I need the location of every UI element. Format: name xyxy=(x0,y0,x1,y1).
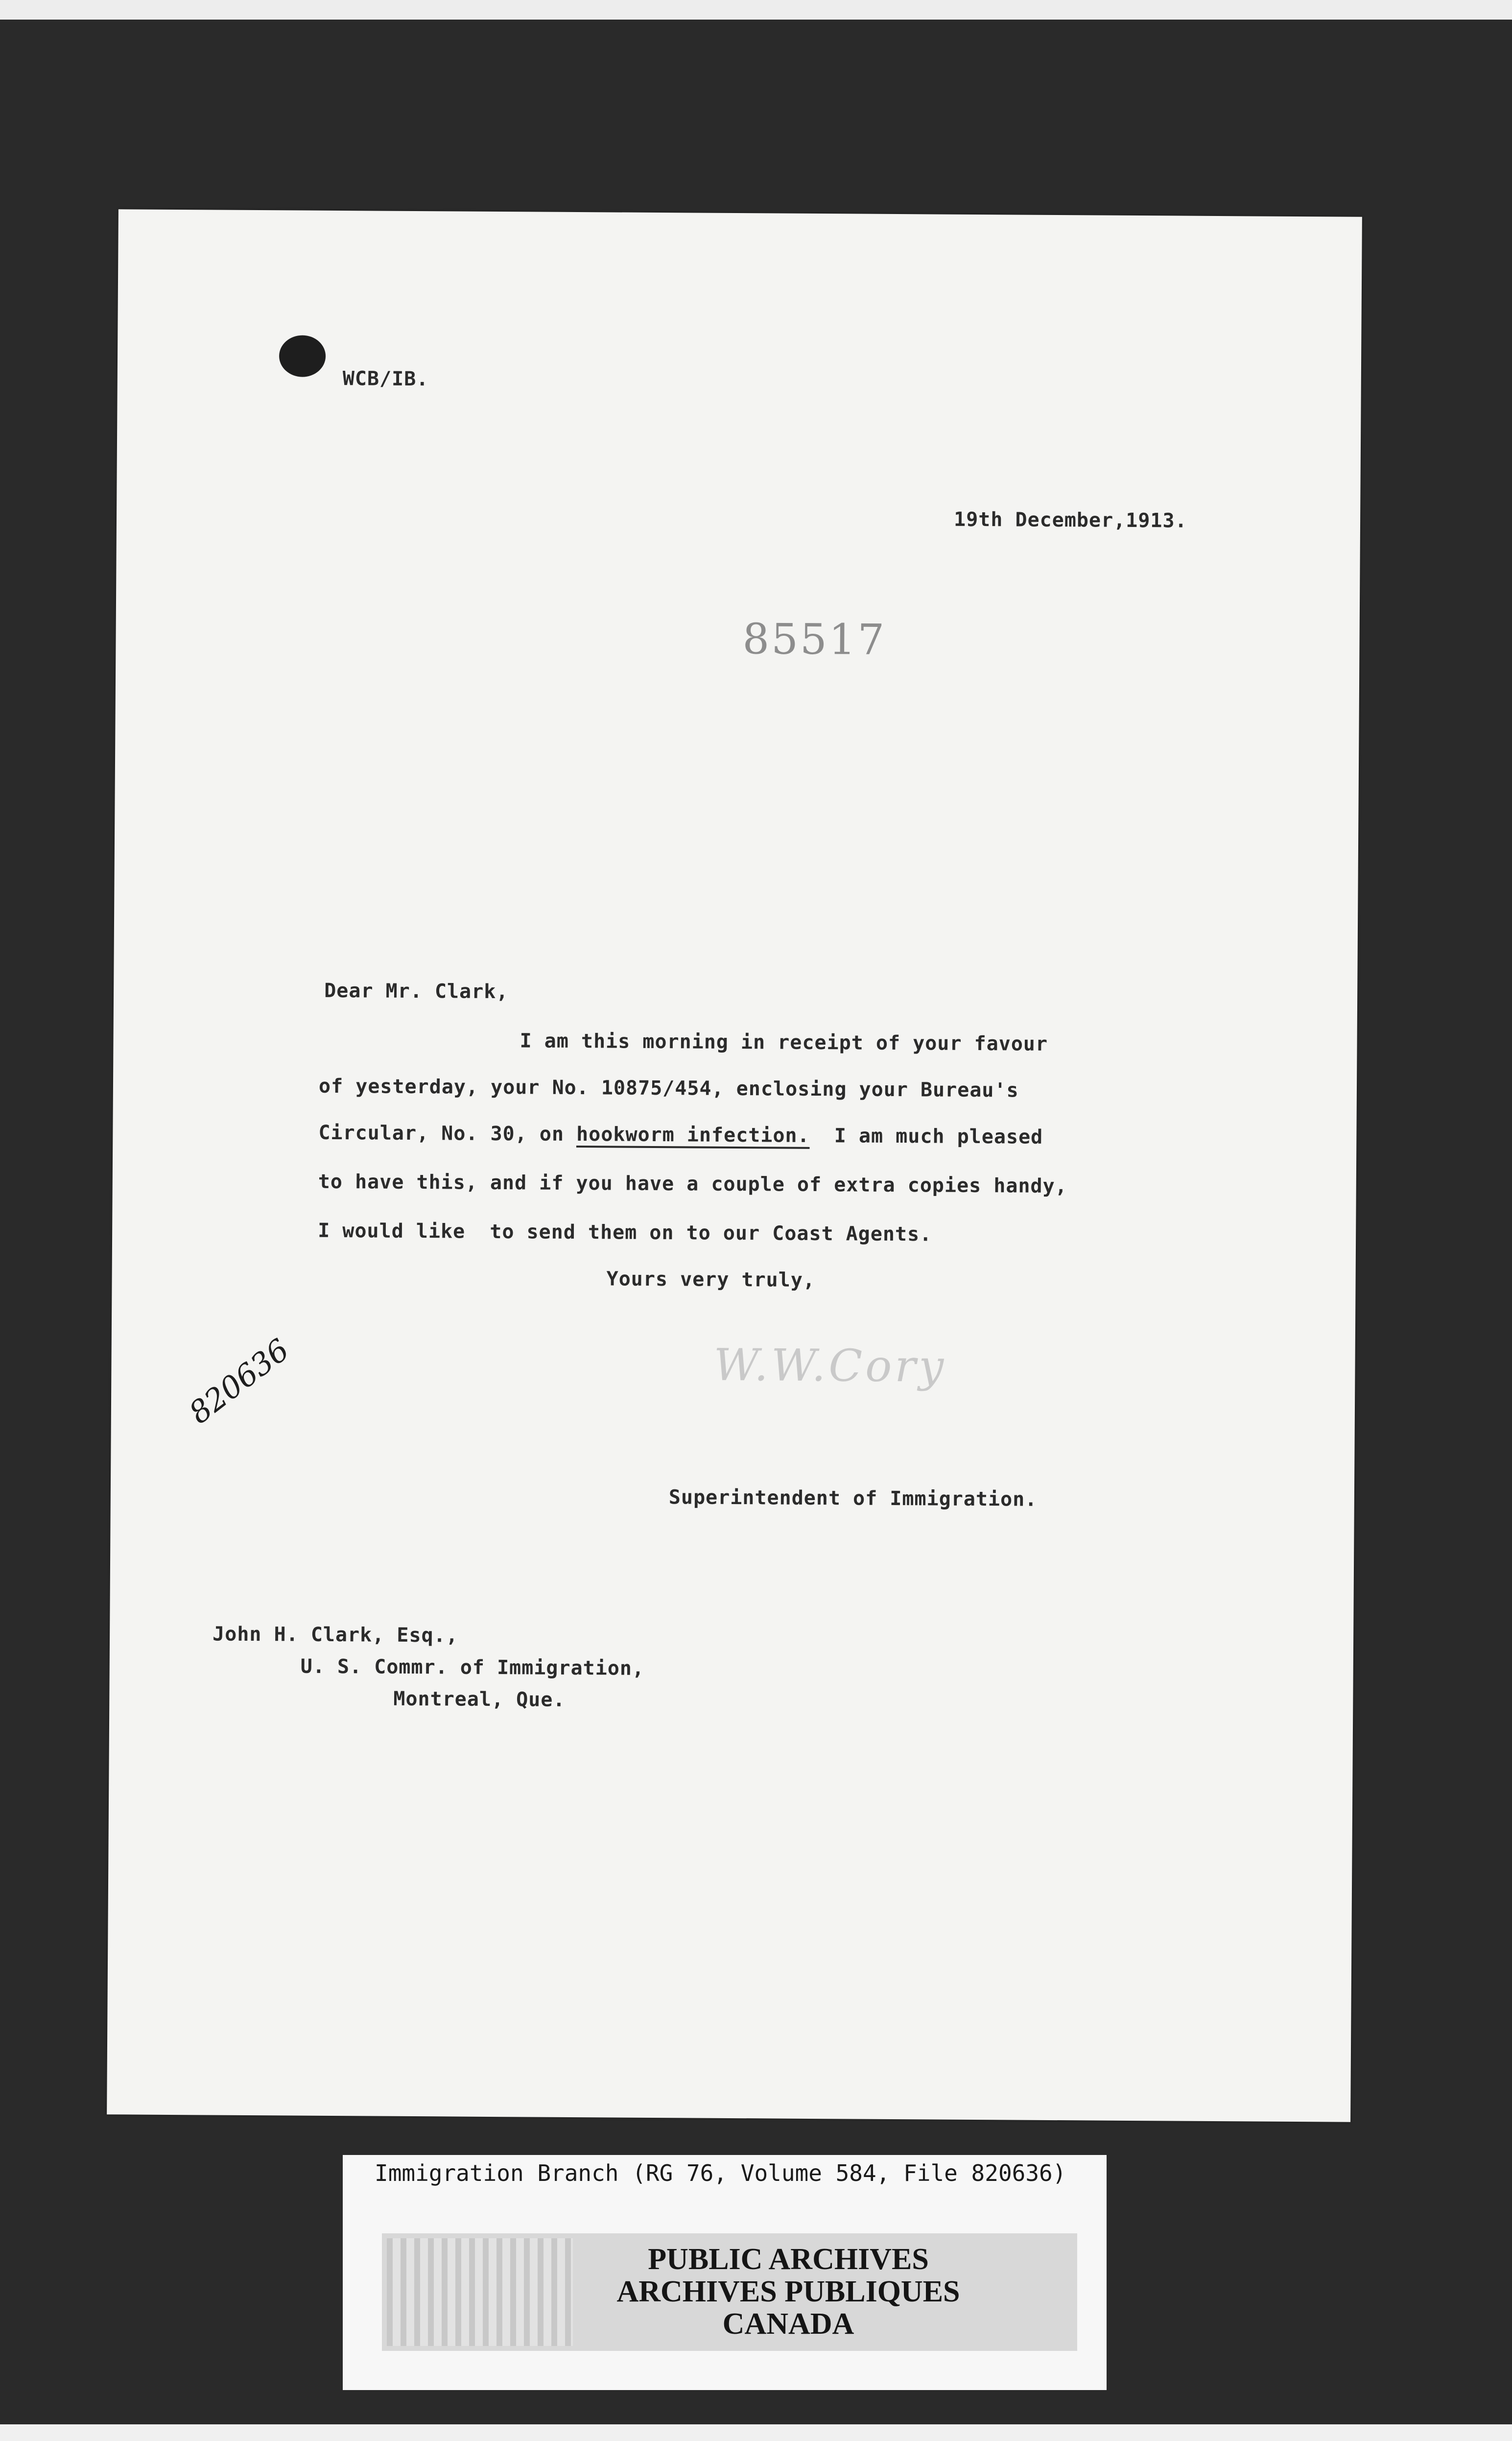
archive-stamp xyxy=(382,2233,1077,2351)
stamp-line-1: PUBLIC ARCHIVES xyxy=(648,2243,929,2276)
punch-hole xyxy=(279,335,326,377)
reference-initials: WCB/IB. xyxy=(342,367,429,391)
film-frame-top-edge xyxy=(0,0,1512,20)
underlined-phrase: hookworm infection. xyxy=(576,1123,810,1147)
stamp-line-3: CANADA xyxy=(722,2307,854,2341)
address-line-2: U. S. Commr. of Immigration, xyxy=(300,1655,645,1680)
file-number-stamp: 85517 xyxy=(742,615,887,665)
letter-date: 19th December,1913. xyxy=(953,508,1187,532)
body-line-4: to have this, and if you have a couple of extra copies handy, xyxy=(318,1170,1067,1198)
signatory-title: Superintendent of Immigration. xyxy=(668,1486,1038,1511)
archive-label xyxy=(343,2155,1107,2390)
body-line-5: I would like to send them on to our Coast Agents. xyxy=(318,1219,932,1246)
signature: W.W.Cory xyxy=(713,1339,947,1392)
film-frame-bottom-edge xyxy=(0,2424,1512,2441)
salutation: Dear Mr. Clark, xyxy=(324,979,509,1004)
address-line-1: John H. Clark, Esq., xyxy=(212,1623,458,1647)
closing: Yours very truly, xyxy=(606,1268,816,1292)
body-line-1: I am this morning in receipt of your favour xyxy=(520,1029,1048,1055)
address-line-3: Montreal, Que. xyxy=(393,1687,566,1711)
body-line-3-end: I am much pleased xyxy=(809,1124,1043,1149)
archive-stamp-text xyxy=(588,2243,989,2340)
stamp-texture xyxy=(387,2238,573,2346)
body-line-2: of yesterday, your No. 10875/454, enclosing your Bureau's xyxy=(318,1075,1019,1102)
body-line-3 xyxy=(318,1122,1043,1149)
body-line-3-start: Circular, No. 30, on xyxy=(318,1121,577,1146)
letter-page xyxy=(107,209,1362,2122)
stamp-line-2: ARCHIVES PUBLIQUES xyxy=(616,2275,960,2308)
handwritten-file-number: 820636 xyxy=(182,1332,296,1431)
archive-caption: Immigration Branch (RG 76, Volume 584, File 820636) xyxy=(375,2160,1066,2186)
